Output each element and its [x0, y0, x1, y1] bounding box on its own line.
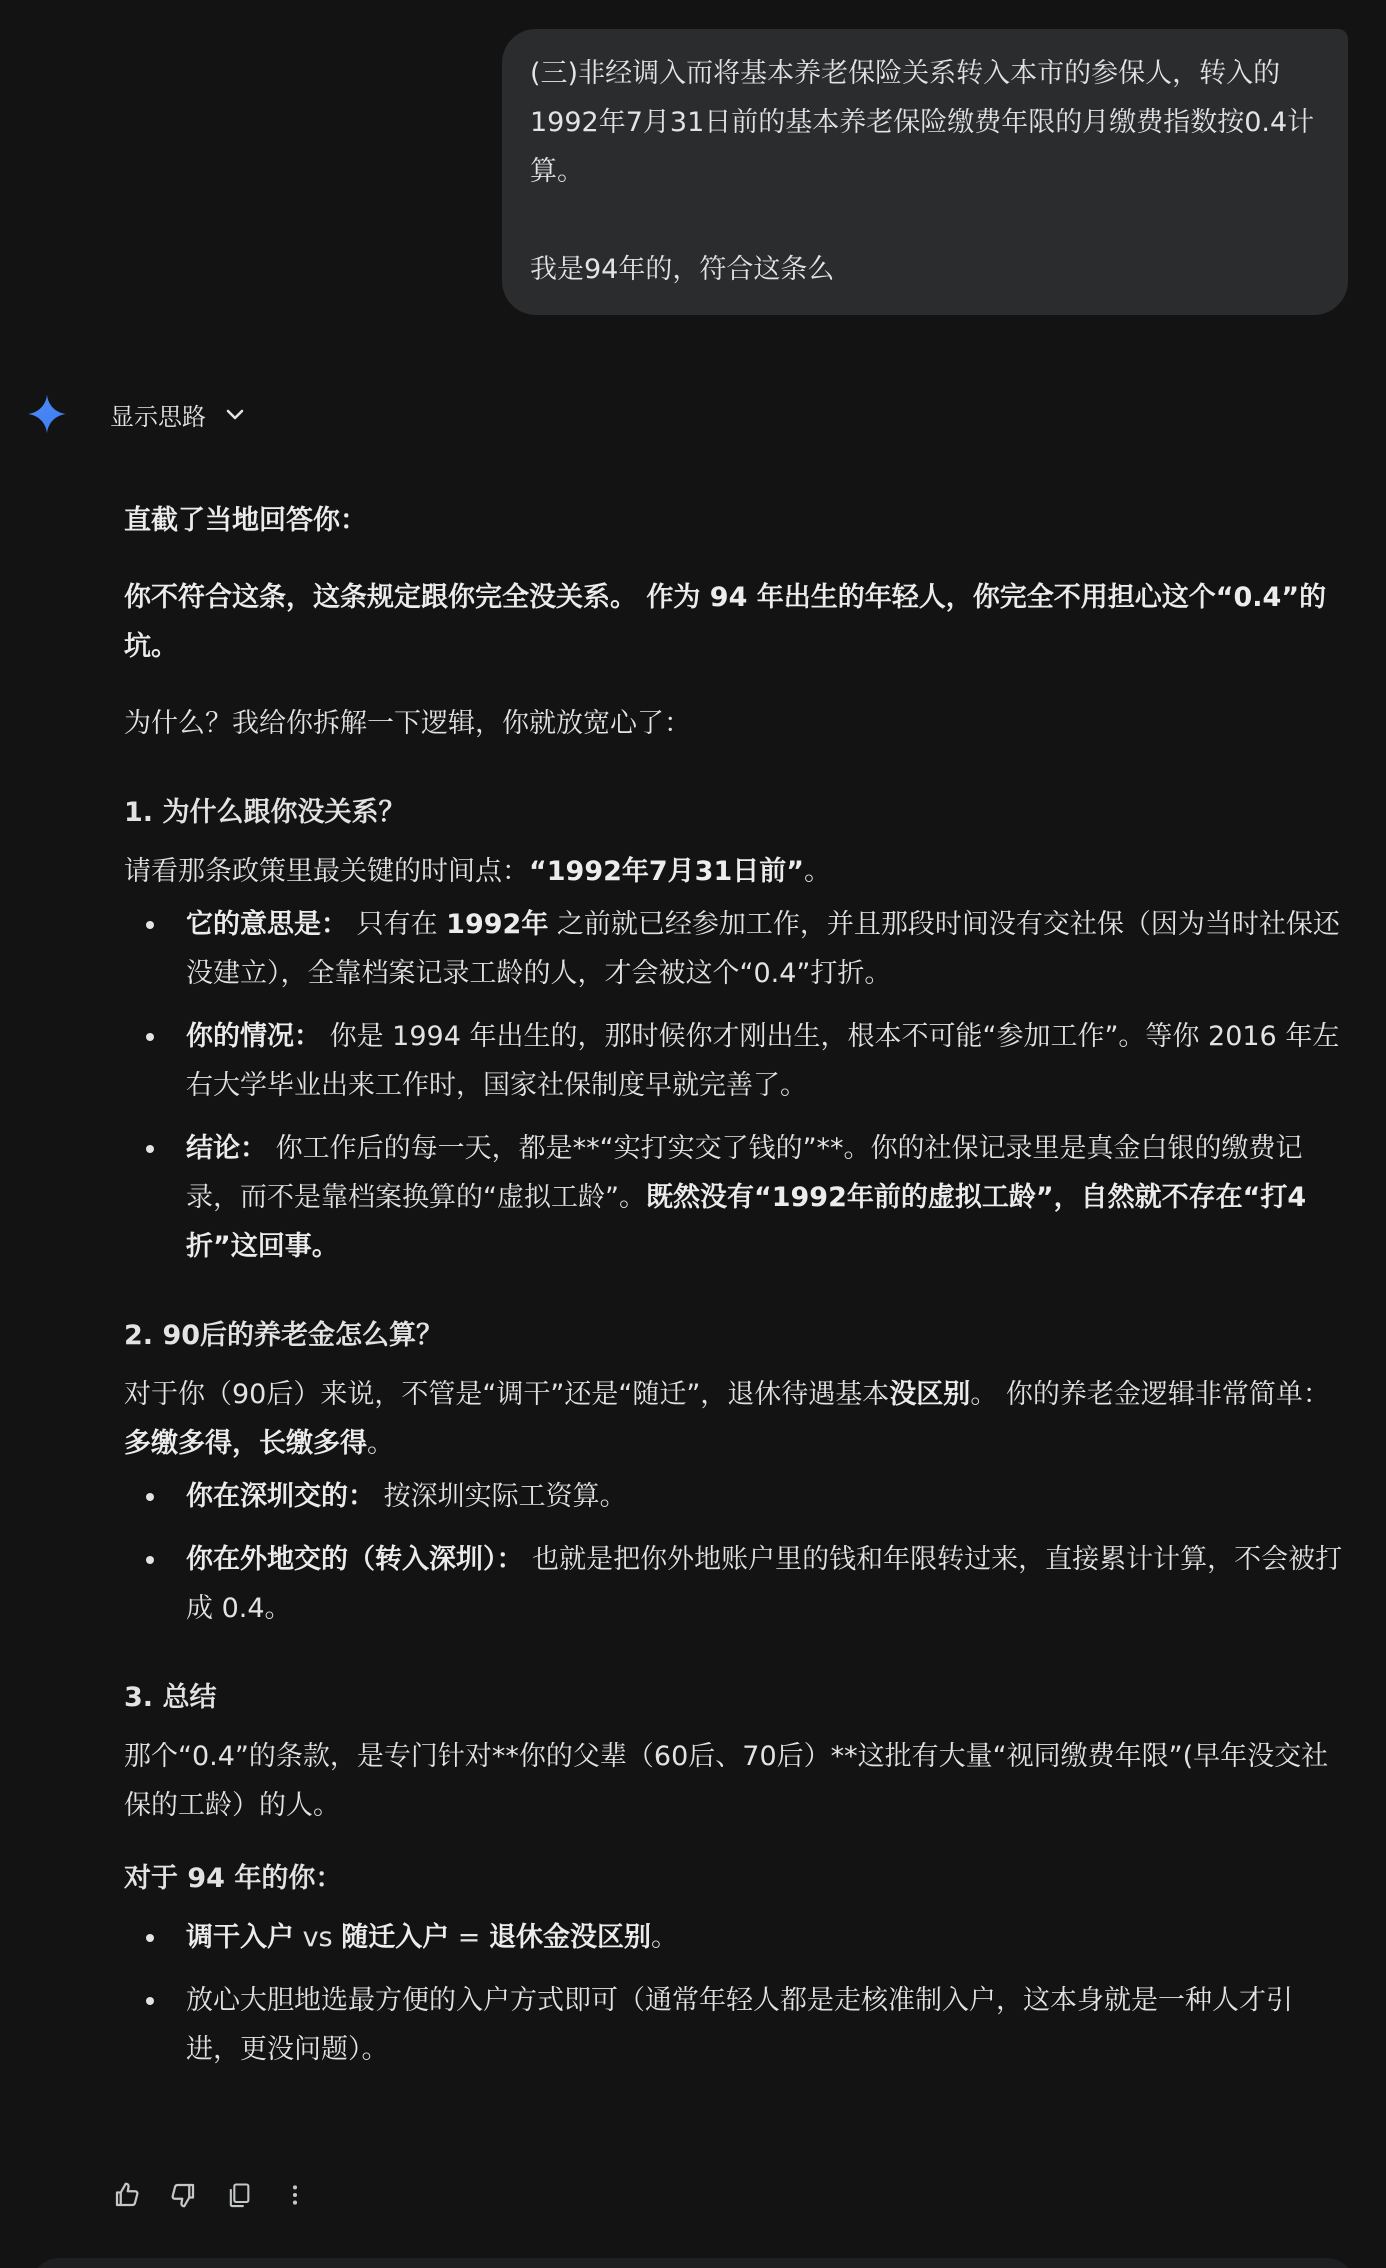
chevron-down-icon[interactable]: [222, 401, 248, 427]
user-message-line1: (三)非经调入而将基本养老保险关系转入本市的参保人，转入的1992年7月31日前的基本养老保险缴费年限的月缴费指数按0.4计算。: [530, 58, 1315, 187]
model-response: [124, 496, 1344, 2088]
section1-list: [124, 900, 1344, 1271]
thumbs-down-icon[interactable]: [164, 2176, 202, 2214]
input-area-edge: [30, 2258, 1356, 2268]
answer-intro: 直截了当地回答你：: [124, 505, 367, 536]
spark-icon: [24, 391, 70, 437]
list-item: 放心大胆地选最方便的入户方式即可（通常年轻人都是走核准制入户，这本身就是一种人才引进，更没问题）。: [124, 1976, 1344, 2074]
response-actions: [108, 2176, 314, 2214]
more-vert-icon[interactable]: [276, 2176, 314, 2214]
section2-list: [124, 1472, 1344, 1633]
list-item: 调干入户 vs 随迁入户 = 退休金没区别。: [124, 1913, 1344, 1962]
user-message-bubble: [502, 29, 1348, 315]
answer-why: 为什么？我给你拆解一下逻辑，你就放宽心了：: [124, 708, 691, 739]
section3-heading: 3. 总结: [124, 1682, 217, 1713]
copy-icon[interactable]: [220, 2176, 258, 2214]
section1-lead: 请看那条政策里最关键的时间点：“1992年7月31日前”。: [124, 856, 831, 887]
section3-text: 那个“0.4”的条款，是专门针对**你的父辈（60后、70后）**这批有大量“视同缴费年限”(早年没交社保的工龄）的人。: [124, 1741, 1329, 1821]
user-message-line2: 我是94年的，符合这条么: [530, 254, 835, 285]
section2-lead: 对于你（90后）来说，不管是“调干”还是“随迁”，退休待遇基本没区别。 你的养老金逻辑非常简单：多缴多得，长缴多得。: [124, 1379, 1330, 1459]
list-item: 它的意思是： 只有在 1992年 之前就已经参加工作，并且那段时间没有交社保（因为当时社保还没建立），全靠档案记录工龄的人，才会被这个“0.4”打折。: [124, 900, 1344, 998]
answer-verdict: 你不符合这条，这条规定跟你完全没关系。 作为 94 年出生的年轻人，你完全不用担心这个“0.4”的坑。: [124, 582, 1327, 662]
section1-heading: 1. 为什么跟你没关系？: [124, 797, 406, 828]
thoughts-label[interactable]: 显示思路: [110, 402, 206, 431]
list-item: 你在深圳交的： 按深圳实际工资算。: [124, 1472, 1344, 1521]
section3-subheading: 对于 94 年的你：: [124, 1863, 343, 1894]
thoughts-toggle[interactable]: [24, 386, 248, 442]
list-item: 结论： 你工作后的每一天，都是**“实打实交了钱的”**。你的社保记录里是真金白银的缴费记录，而不是靠档案换算的“虚拟工龄”。既然没有“1992年前的虚拟工龄”，自然就不存在“打4折”这回事。: [124, 1124, 1344, 1271]
section2-heading: 2. 90后的养老金怎么算？: [124, 1320, 444, 1351]
section3-list: [124, 1913, 1344, 2074]
thumbs-up-icon[interactable]: [108, 2176, 146, 2214]
list-item: 你在外地交的（转入深圳）： 也就是把你外地账户里的钱和年限转过来，直接累计计算，不会被打成 0.4。: [124, 1535, 1344, 1633]
list-item: 你的情况： 你是 1994 年出生的，那时候你才刚出生，根本不可能“参加工作”。等你 2016 年左右大学毕业出来工作时，国家社保制度早就完善了。: [124, 1012, 1344, 1110]
